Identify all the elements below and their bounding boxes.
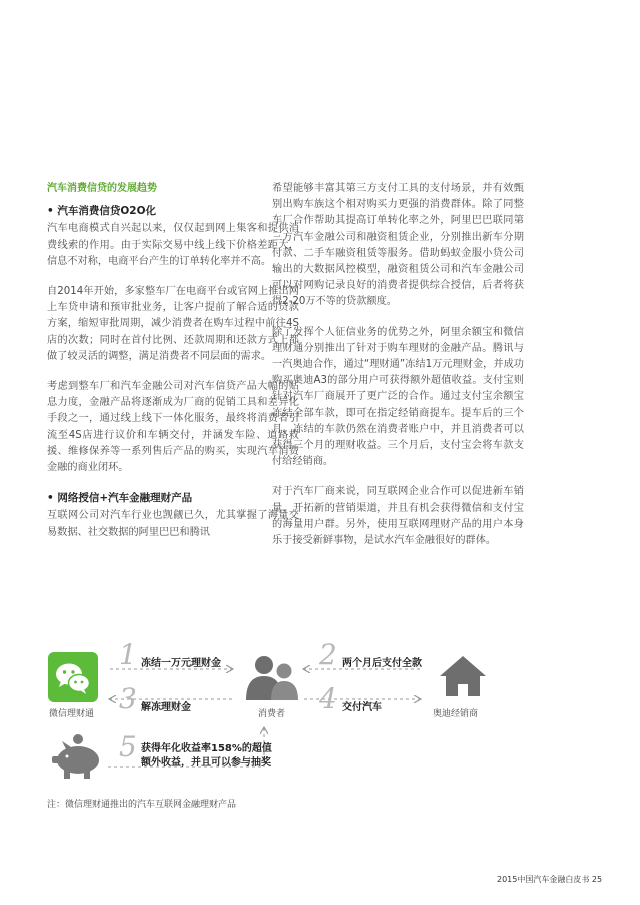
paragraph: 除了发挥个人征信业务的优势之外，阿里余额宝和微信理财通分别推出了针对于购车理财的金融产品。腾讯与一汽奥迪合作，通过“理财通”冻结1万元理财金，并成功购买奥迪A3的部分用户可获得额外超值收益。支付宝则针对汽车厂商展开了更广泛的合作。通过支付宝余额宝冻结全部车款，即可在指定经销商提车。提车后的三个月，冻结的车款仍然在消费者账户中，并且消费者可以获得三个月的理财收益。三个月后，支付宝会将车款支付给经销商。 [272, 326, 524, 468]
consumer-icon [244, 654, 302, 700]
paragraph: 汽车电商模式自兴起以来，仅仅起到网上集客和提供消费线索的作用。由于实际交易中线上线下价格差距大，信息不对称，电商平台产生的订单转化率并不高。 [47, 223, 299, 267]
right-column [272, 181, 524, 563]
step-label: 获得年化收益率158%的超值 [141, 743, 272, 754]
left-column [47, 181, 299, 555]
process-diagram [0, 640, 640, 800]
piggy-bank-icon [50, 732, 106, 780]
bullet-o2o: • 汽车消费信贷O2O化 [47, 205, 157, 218]
paragraph: 对于汽车厂商来说，同互联网企业合作可以促进新车销量，开拓新的营销渠道，并且有机会获得微信和支付宝的海量用户群。另外，使用互联网理财产品的用户本身乐于接受新鲜事物，是试水汽车金融很好的群体。 [272, 486, 524, 547]
paragraph: 考虑到整车厂和汽车金融公司对汽车信贷产品大幅的贴息力度，金融产品将逐渐成为厂商的促销工具和差异化手段之一，通过线上线下一体化服务，最终将消费者引流至4S店进行议价和车辆交付，并涵发车险、道路救援、维修保养等一系列售后产品的购买，实现汽车消费金融的商业闭环。 [47, 381, 299, 474]
step-label: 交付汽车 [342, 702, 382, 713]
step-number: 2 [319, 638, 337, 671]
step-label: 两个月后支付全款 [342, 658, 422, 669]
section-title: 汽车消费信贷的发展趋势 [47, 183, 157, 194]
dealer-house-icon [438, 654, 488, 698]
consumer-caption: 消费者 [258, 709, 286, 719]
step-number: 1 [119, 638, 137, 671]
wechat-icon [48, 652, 98, 702]
bullet-credit: • 网络授信+汽车金融理财产品 [47, 492, 193, 505]
dealer-caption: 奥迪经销商 [433, 709, 479, 719]
step-number: 3 [119, 682, 137, 715]
paragraph: 希望能够丰富其第三方支付工具的支付场景，并有效甄别出购车族这个相对购买力更强的消费群体。除了同整车厂合作帮助其提高订单转化率之外，阿里巴巴联同第三方汽车金融公司和融资租赁企业，分别推出新车分期付款、二手车融资租赁等服务。借助蚂蚁金服小贷公司输出的大数据风控模型，融资租赁公司和汽车金融公司可以对网购记录良好的消费者提供综合授信，后者将获得2-20万不等的贷款额度。 [272, 183, 524, 308]
paragraph: 自2014年开始，多家整车厂在电商平台或官网上推出网上车贷申请和预审批业务，让客户提前了解合适的贷款方案，缩短审批周期，减少消费者在购车过程中前往4S店的次数；同时在首付比例、还款周期和还款方式上都做了较灵活的调整，满足消费者不同层面的需求。 [47, 286, 299, 362]
paragraph: 互联网公司对汽车行业也觊觎已久，尤其掌握了海量交易数据、社交数据的阿里巴巴和腾讯 [47, 510, 299, 538]
step-number: 5 [119, 730, 137, 763]
wechat-caption: 微信理财通 [49, 709, 95, 719]
step-label: 额外收益，并且可以参与抽奖 [141, 757, 271, 768]
step-label: 解冻理财金 [141, 702, 191, 713]
footnote: 注：微信理财通推出的汽车互联网金融理财产品 [47, 800, 237, 810]
step-label: 冻结一万元理财金 [141, 658, 221, 669]
step-number: 4 [319, 682, 337, 715]
page-footer: 2015中国汽车金融白皮书 25 [497, 875, 603, 884]
